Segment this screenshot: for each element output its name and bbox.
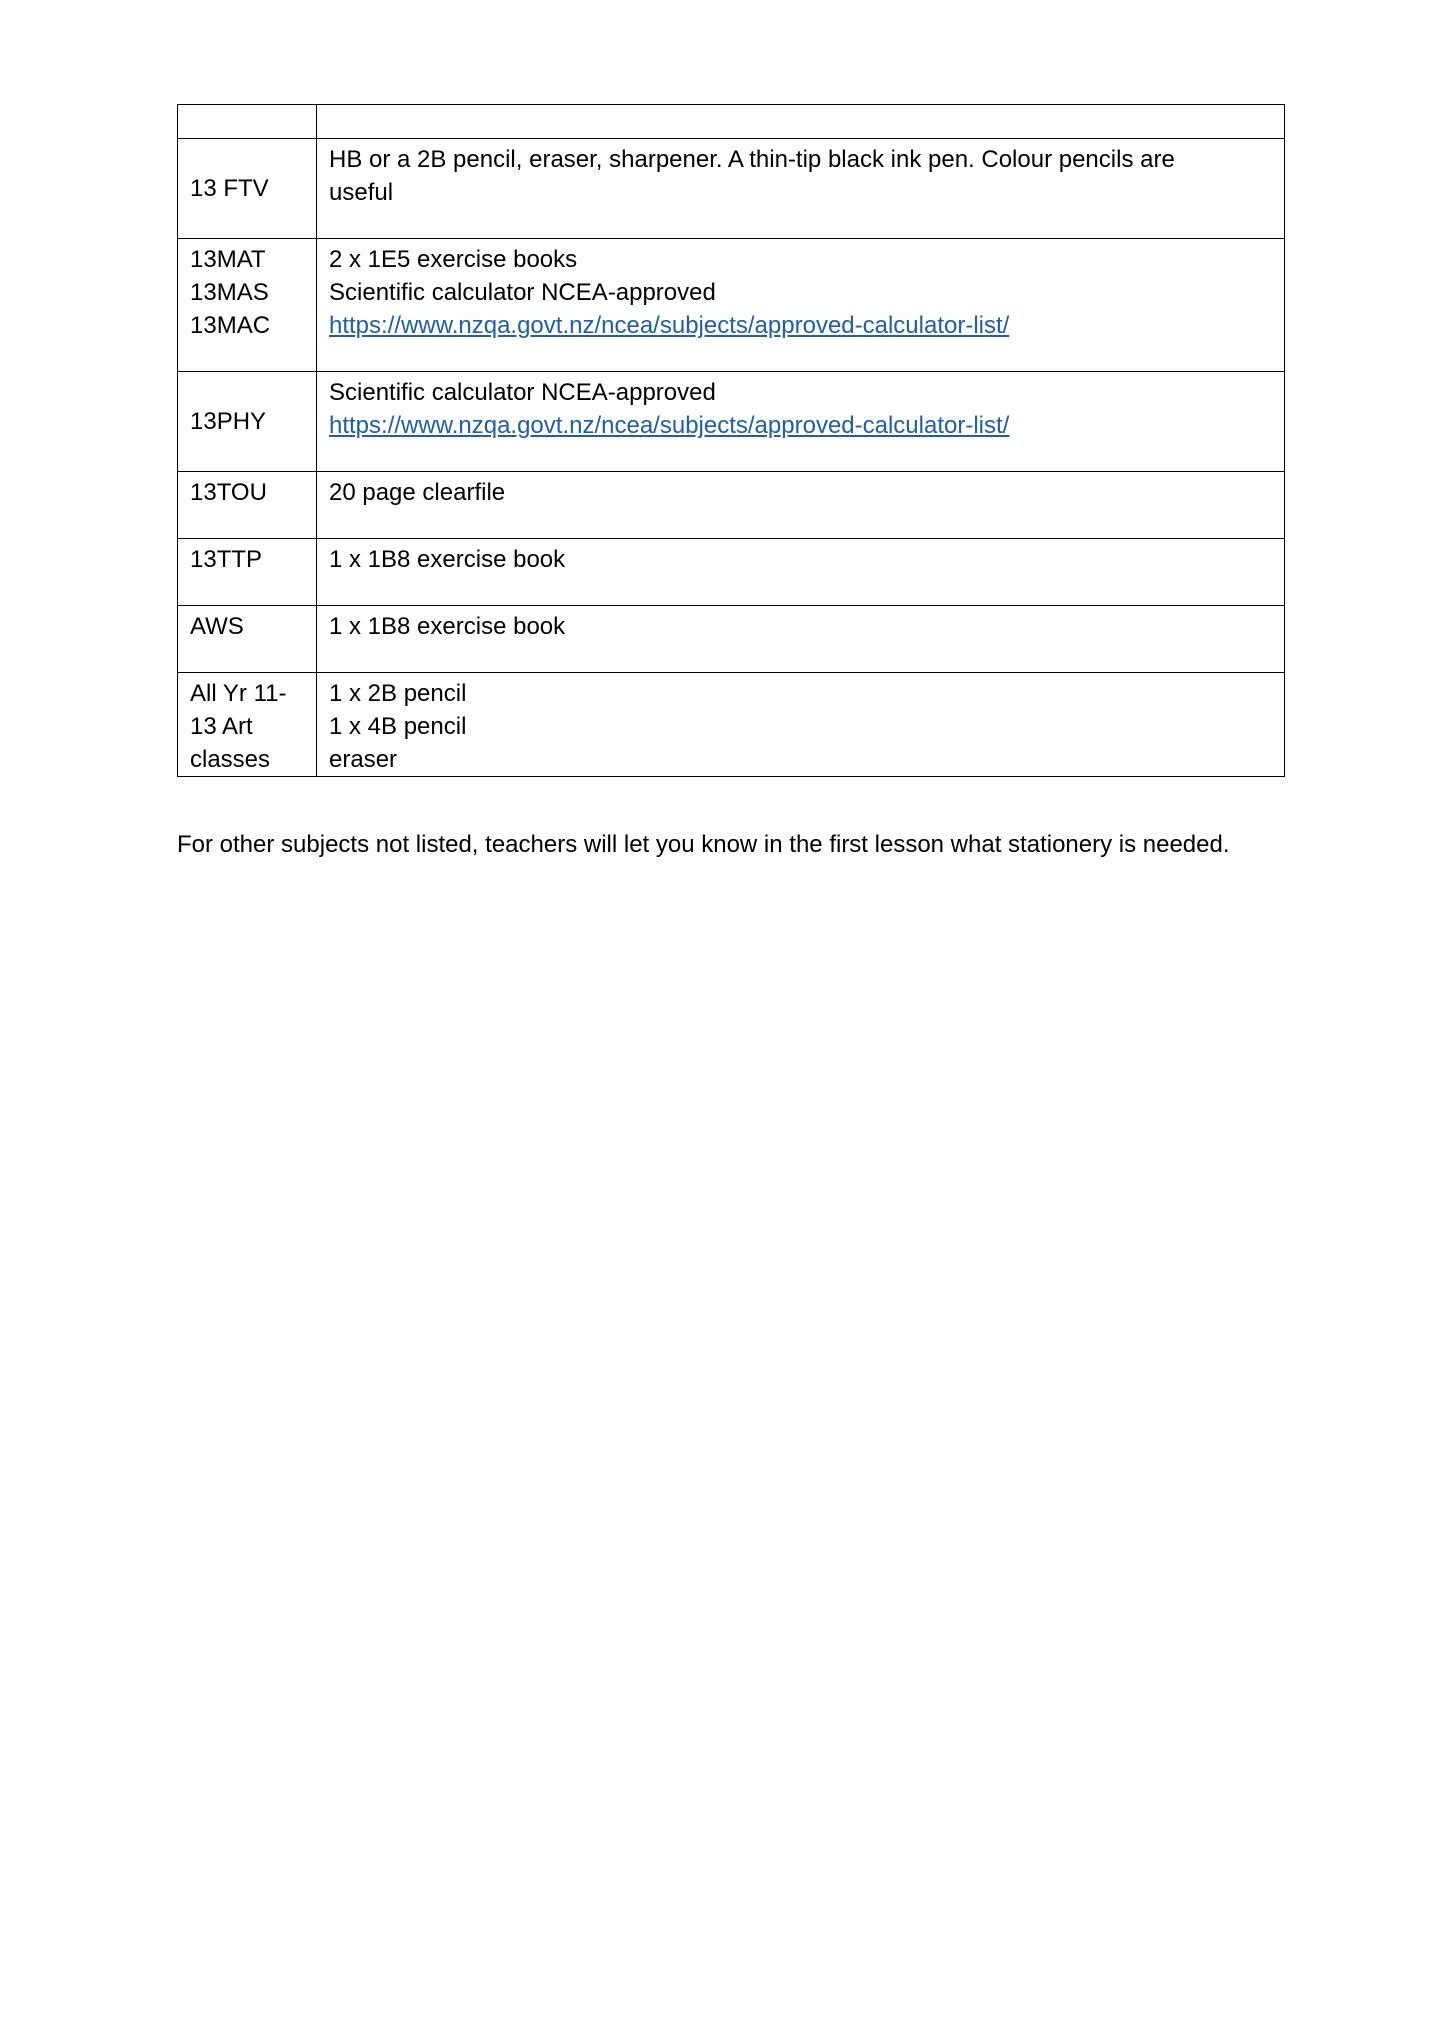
subject-cell — [178, 673, 317, 777]
subject-cell — [178, 472, 317, 539]
table-row — [178, 105, 1285, 139]
item-text: 1 x 4B pencil — [329, 713, 467, 740]
table-row — [178, 239, 1285, 372]
subject-label: 13MAT — [190, 246, 266, 273]
table-row — [178, 139, 1285, 239]
table-row — [178, 372, 1285, 472]
footer-note: For other subjects not listed, teachers will let you know in the first lesson what stationery is needed. — [177, 831, 1230, 858]
item-text: eraser — [329, 746, 398, 773]
table-row — [178, 606, 1285, 673]
items-cell — [317, 472, 1285, 539]
subject-label: 13 Art — [190, 713, 253, 740]
subject-label: 13 FTV — [190, 175, 269, 202]
subject-cell — [178, 606, 317, 673]
items-cell — [317, 606, 1285, 673]
calculator-list-link[interactable]: https://www.nzqa.govt.nz/ncea/subjects/approved-calculator-list/ — [329, 312, 1010, 339]
items-cell — [317, 673, 1285, 777]
subject-cell — [178, 539, 317, 606]
item-text: Scientific calculator NCEA-approved — [329, 379, 716, 406]
items-cell — [317, 372, 1285, 472]
item-text: 20 page clearfile — [329, 479, 506, 506]
items-cell — [317, 239, 1285, 372]
item-text: 1 x 1B8 exercise book — [329, 546, 566, 573]
item-text: 1 x 1B8 exercise book — [329, 613, 566, 640]
subject-cell — [178, 239, 317, 372]
subject-label: 13TOU — [190, 479, 267, 506]
subject-label: All Yr 11- — [190, 680, 287, 707]
items-cell — [317, 105, 1285, 139]
subject-label: classes — [190, 746, 271, 773]
table-row — [178, 539, 1285, 606]
subject-label: 13MAC — [190, 312, 271, 339]
item-text: 1 x 2B pencil — [329, 680, 467, 707]
calculator-list-link[interactable]: https://www.nzqa.govt.nz/ncea/subjects/approved-calculator-list/ — [329, 412, 1010, 439]
item-text: HB or a 2B pencil, eraser, sharpener. A thin-tip black ink pen. Colour pencils are useful — [329, 146, 1175, 206]
items-cell — [317, 139, 1285, 239]
subject-label: AWS — [190, 613, 244, 640]
subject-cell — [178, 105, 317, 139]
subject-label: 13TTP — [190, 546, 263, 573]
subject-label: 13PHY — [190, 408, 267, 435]
table-row — [178, 673, 1285, 777]
subject-label: 13MAS — [190, 279, 269, 306]
stationery-table — [177, 104, 1285, 777]
subject-cell — [178, 139, 317, 239]
items-cell — [317, 539, 1285, 606]
subject-cell — [178, 372, 317, 472]
item-text: Scientific calculator NCEA-approved — [329, 279, 716, 306]
table-row — [178, 472, 1285, 539]
item-text: 2 x 1E5 exercise books — [329, 246, 578, 273]
